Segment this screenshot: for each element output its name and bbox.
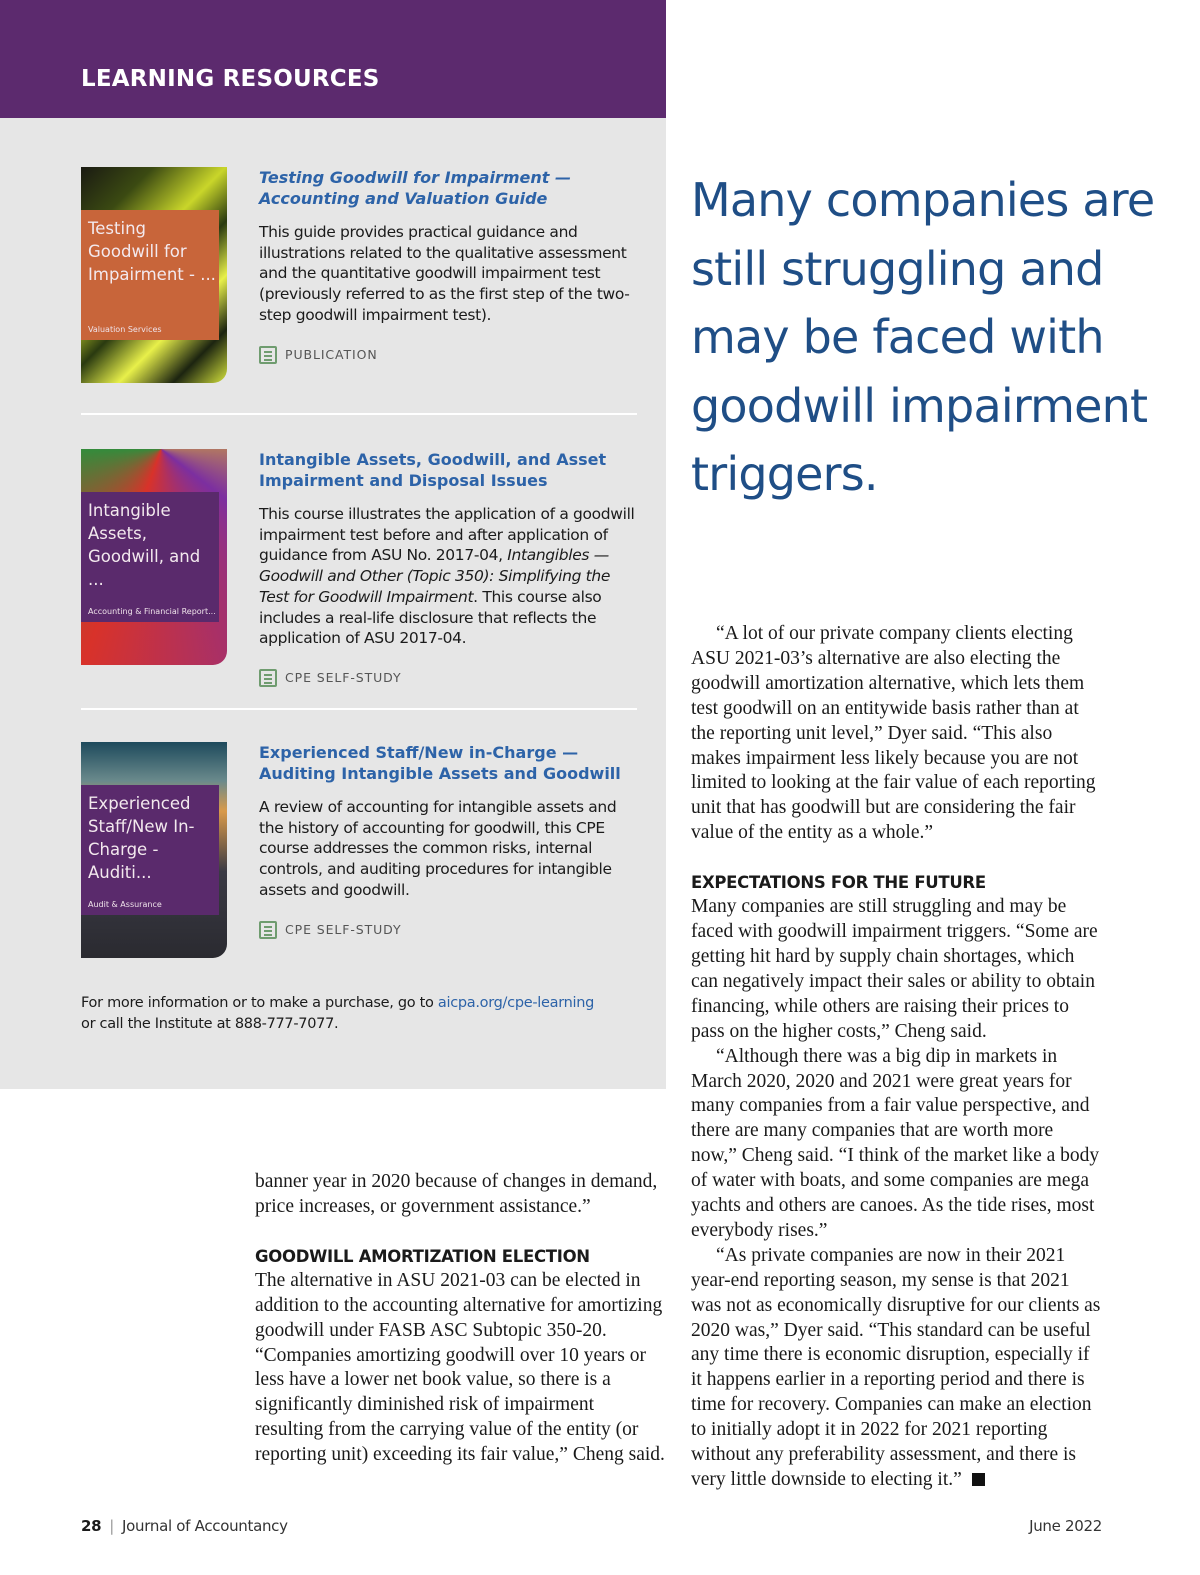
resource-cover-image[interactable]: [81, 742, 227, 958]
resource-title[interactable]: Intangible Assets, Goodwill, and Asset Impairment and Disposal Issues: [259, 450, 607, 490]
cover-title: Intangible Assets, Goodwill, and ...: [88, 501, 201, 589]
resource-description: A review of accounting for intangible assets and the history of accounting for goodwill, this CPE course addresses the common risks, internal controls, and auditing procedures for intangible assets and goodwill.: [259, 798, 617, 899]
section-subhead: EXPECTATIONS FOR THE FUTURE: [691, 873, 986, 893]
purchase-info-prefix: For more information or to make a purchase, go to: [81, 995, 438, 1011]
list-icon: [259, 346, 277, 364]
cover-subtitle: Accounting & Financial Report...: [88, 607, 216, 616]
footer-separator: |: [109, 1517, 115, 1535]
resource-description: This guide provides practical guidance and illustrations related to the qualitative assessment and the quantitative goodwill impairment test (previously referred to as the first step of the two-step goodwill impairment test).: [259, 223, 630, 324]
body-paragraph: “As private companies are now in their 2021 year-end reporting season, my sense is that 2021 was not as economically disruptive for our clients as 2020 was,” Dyer said. “This standard can be useful any time there is economic disruption, especially if it happens earlier in a reporting period and there is time for recovery. Companies can make an election to initially adopt it in 2022 for 2021 reporting without any preferability assessment, and there is very little downside to electing it.”: [691, 1244, 1101, 1490]
cpe-learning-link[interactable]: aicpa.org/cpe-learning: [437, 995, 595, 1011]
body-paragraph: The alternative in ASU 2021-03 can be elected in addition to the accounting alternative for amortizing goodwill under FASB ASC Subtopic 350-20. “Companies amortizing goodwill over 10 years or less have a lower net book value, so there is a significantly diminished risk of impairment resulting from the carrying value of the entity (or reporting unit) exceeding its fair value,” Cheng said.: [255, 1269, 665, 1466]
resource-type: [259, 921, 641, 939]
issue-date: June 2022: [1029, 1517, 1102, 1535]
purchase-info: [81, 993, 641, 1035]
resource-title[interactable]: Testing Goodwill for Impairment — Accounting and Valuation Guide: [259, 168, 571, 208]
body-column-left: [255, 1170, 665, 1468]
body-paragraph: “Although there was a big dip in markets in March 2020, 2020 and 2021 were great years for many companies from a fair value perspective, and there are many companies that are worth more now,” Cheng said. “I think of the market like a body of water with boats, and some companies are mega yachts and others are canoes. As the tide rises, most everybody rises.”: [691, 1045, 1100, 1241]
publication-name: Journal of Accountancy: [122, 1517, 288, 1535]
resource-description: This course illustrates the application of a goodwill impairment test before and after application of guidance from ASU No. 2017-04, Intangibles — Goodwill and Other (Topic 350): Simplifying the Test for Goodwill Impairment. This course also includes a real-life disclosure that reflects the application of ASU 2017-04.: [259, 505, 635, 648]
page-number: 28: [81, 1517, 102, 1535]
resource-type-label: CPE SELF-STUDY: [285, 922, 402, 938]
end-mark-icon: [972, 1473, 985, 1486]
page-footer: [81, 1517, 288, 1535]
divider: [81, 413, 637, 415]
section-subhead: GOODWILL AMORTIZATION ELECTION: [255, 1246, 590, 1266]
resource-type: [259, 669, 641, 687]
resource-title[interactable]: Experienced Staff/New in-Charge — Auditing Intangible Assets and Goodwill: [259, 743, 621, 783]
body-paragraph: “A lot of our private company clients electing ASU 2021-03’s alternative are also electing the goodwill amortization alternative, which lets them test goodwill on an entitywide basis rather than at the reporting unit level,” Dyer said. “This also makes impairment less likely because you are not limited to looking at the fair value of each reporting unit that has goodwill but are considering the fair value of the entity as a whole.”: [691, 623, 1096, 844]
list-icon: [259, 669, 277, 687]
cover-title: Experienced Staff/New In-Charge - Auditi...: [88, 794, 195, 882]
resource-cover-image[interactable]: [81, 167, 227, 383]
resource-type-label: PUBLICATION: [285, 347, 378, 363]
body-paragraph: banner year in 2020 because of changes in demand, price increases, or government assistance.”: [255, 1171, 658, 1217]
section-banner: [0, 0, 666, 118]
body-paragraph: Many companies are still struggling and may be faced with goodwill impairment triggers. “Some are getting hit hard by supply chain shortages, which can negatively impact their sales or ability to obtain financing, while others are raising their prices to pass on the higher costs,” Cheng said.: [691, 896, 1098, 1042]
divider: [81, 708, 637, 710]
purchase-info-suffix: or call the Institute at 888-777-7077.: [81, 1016, 339, 1032]
cover-title: Testing Goodwill for Impairment - ...: [88, 219, 216, 284]
list-icon: [259, 921, 277, 939]
cover-subtitle: Audit & Assurance: [88, 900, 162, 909]
cover-subtitle: Valuation Services: [88, 325, 162, 334]
pull-quote: Many companies are still struggling and may be faced with goodwill impairment triggers.: [691, 173, 1155, 501]
resource-type: [259, 346, 641, 364]
section-title: LEARNING RESOURCES: [81, 66, 380, 92]
body-column-right: [691, 622, 1103, 1493]
resource-cover-image[interactable]: [81, 449, 227, 665]
resource-type-label: CPE SELF-STUDY: [285, 670, 402, 686]
